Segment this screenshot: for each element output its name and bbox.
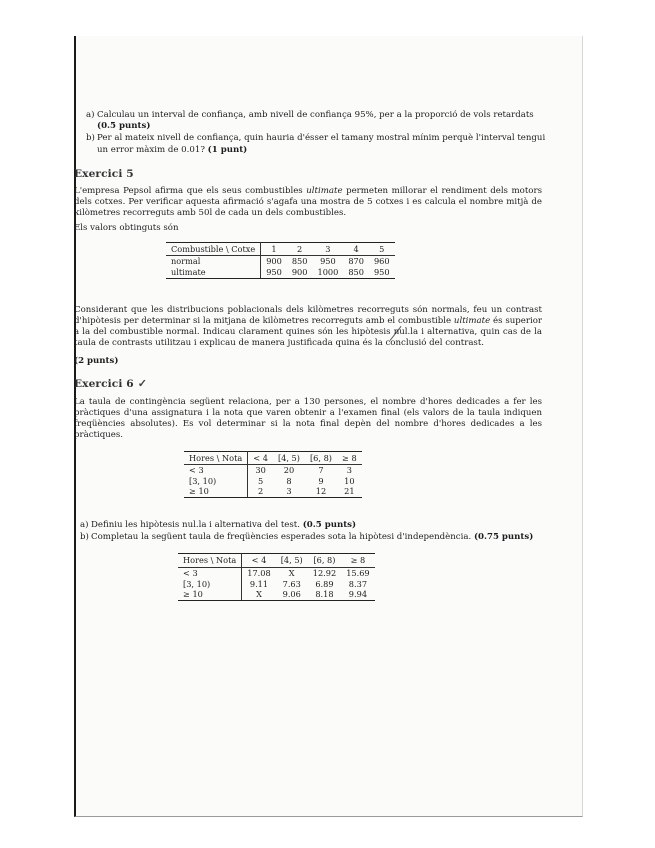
table-cell: 6.89	[315, 578, 334, 589]
table-header-cell: < 4	[242, 554, 276, 568]
table-header-row	[184, 451, 362, 465]
table-header-cell: 4	[343, 242, 369, 256]
table-header-cell: ≥ 8	[337, 451, 362, 465]
table-cell: ≥ 10	[178, 589, 242, 600]
item-body: Completau la següent taula de freqüències esperades sota la hipòtesi d'independència.	[91, 532, 474, 543]
table-header-cell: [6, 8)	[308, 554, 341, 568]
exercise-6-items	[80, 520, 540, 543]
table-cell: 1000	[312, 267, 343, 278]
exercise-5-question	[74, 305, 542, 350]
table-row	[184, 465, 362, 476]
intro-part: L'empresa Pepsol afirma que els seus combustibles	[74, 186, 307, 197]
table-cell: 12	[305, 486, 337, 497]
exercise-6-title-text: Exercici 6	[74, 377, 134, 390]
table-cell: 9.11	[249, 578, 269, 589]
table-cell: 7	[318, 465, 324, 476]
item-points: (0.5 punts)	[97, 121, 151, 132]
table-cell: X	[288, 568, 295, 579]
table-cell: 7.63	[282, 578, 301, 589]
table-cell: normal	[166, 256, 261, 267]
exercise-6-title	[74, 378, 542, 390]
table-cell: 10	[344, 475, 355, 486]
item-body: Calculau un interval de confiança, amb nivell de confiança 95%, per a la proporció de vols retardats	[97, 110, 534, 120]
exercise-5-intro	[74, 186, 542, 220]
list-item	[86, 133, 546, 155]
table-header-cell: 1	[261, 242, 287, 256]
item-text	[97, 133, 546, 155]
table-cell: 950	[320, 256, 336, 267]
table-row	[178, 579, 375, 590]
check-icon: ✓	[137, 376, 148, 390]
table-header-cell: Hores \ Nota	[184, 451, 248, 465]
question-part: Considerant que les distribucions poblacionals dels kilòmetres recorreguts són normals, feu un contrast d'hipòtesis per determinar si la mitjana de kilòmetres recorreguts amb el combustible	[74, 304, 542, 326]
question-part: és superior a la del combustible normal. Indicau clarament quines són les hipòtesis nul.la i alternativa, quin cas de la taula de contrasts utilitzau i explicau de manera justificada quina és la conclusió del contrast.	[74, 315, 543, 349]
table-cell: 21	[337, 486, 362, 497]
table-cell: 30	[255, 465, 266, 476]
table-header-cell: [4, 5)	[276, 554, 308, 568]
table-header-cell: Hores \ Nota	[178, 554, 242, 568]
table-cell: 950	[261, 267, 287, 278]
table-header-cell: 3	[312, 242, 343, 256]
table-cell: 5	[258, 475, 264, 486]
table-header-row	[178, 554, 375, 568]
item-label: a)	[80, 520, 89, 531]
table-cell: ≥ 10	[184, 486, 248, 497]
contingency-table-wrap	[184, 451, 542, 498]
intro-part: permeten millorar el rendiment dels motors dels cotxes. Per verificar aquesta afirmació s'agafa una mostra de 5 cotxes i es calcula el nombre mitjà de kilòmetres recorreguts amb 50l de cada un dels combustibles.	[74, 186, 542, 219]
item-label: b)	[86, 133, 95, 144]
table-cell: < 3	[178, 568, 242, 579]
table-cell: 9	[318, 475, 324, 486]
item-body: Definiu les hipòtesis nul.la i alternativa del test.	[91, 520, 303, 531]
table-header-cell: [4, 5)	[273, 451, 305, 465]
item-text	[97, 110, 546, 132]
table-cell: 3	[273, 486, 305, 497]
question-italic: ultimate	[453, 315, 491, 326]
fuel-table-wrap	[166, 242, 542, 279]
exercise-5-title: Exercici 5	[74, 167, 134, 180]
exercise-6-intro: La taula de contingència següent relaciona, per a 130 persones, el nombre d'hores dedicades a fer les pràctiques d'una assignatura i la nota que varen obtenir a l'examen final (els valors de la taula indiquen freqüències absolutes). Es vol determinar si la nota final depèn del nombre d'hores dedicades a les pràctiques.	[74, 396, 542, 441]
table-cell: 9.94	[341, 589, 374, 600]
table-cell: 20	[283, 465, 295, 476]
list-item	[86, 110, 546, 132]
table-header-cell: ≥ 8	[341, 554, 374, 568]
table-header-cell: 2	[287, 242, 313, 256]
expected-table-wrap	[178, 553, 542, 600]
table-cell: 850	[343, 267, 369, 278]
item-label: b)	[80, 532, 89, 543]
table-cell: 9.06	[276, 589, 308, 600]
previous-exercise-items	[86, 110, 546, 156]
expected-frequency-table	[178, 553, 375, 600]
table-header-cell: < 4	[248, 451, 273, 465]
contingency-table	[184, 451, 362, 498]
item-text	[91, 532, 540, 543]
table-cell: 8	[286, 475, 292, 486]
table-row	[184, 476, 362, 487]
list-item	[80, 532, 540, 543]
exercise-6	[74, 378, 542, 601]
table-row	[184, 486, 362, 497]
table-header-cell: 5	[369, 242, 395, 256]
table-header-row	[166, 242, 395, 256]
table-cell: 12.92	[312, 568, 337, 579]
table-cell: 8.18	[308, 589, 341, 600]
table-row	[178, 568, 375, 579]
table-cell: 3	[346, 465, 352, 476]
page-content	[74, 110, 546, 601]
item-body: Per al mateix nivell de confiança, quin hauria d'ésser el tamany mostral mínim perquè l'interval tengui un error màxim de 0.01?	[97, 133, 546, 155]
exercise-5	[74, 169, 542, 368]
table-row	[166, 267, 395, 278]
points-text: (2 punts)	[74, 356, 119, 367]
item-points: (0.75 punts)	[473, 532, 534, 543]
item-text	[91, 520, 540, 531]
table-cell: 900	[266, 256, 282, 267]
table-header-cell: [6, 8)	[305, 451, 337, 465]
item-points: (1 punt)	[207, 144, 248, 155]
item-label: a)	[86, 110, 95, 120]
table-cell: < 3	[184, 465, 248, 476]
fuel-table	[166, 242, 395, 279]
table-cell: 2	[248, 486, 273, 497]
list-item	[80, 520, 540, 531]
table-row	[178, 589, 375, 600]
table-cell: 900	[287, 267, 313, 278]
values-label: Els valors obtinguts són	[74, 222, 179, 233]
table-cell: X	[242, 589, 276, 600]
table-cell: 15.69	[346, 568, 370, 579]
table-header-cell: Combustible \ Cotxe	[166, 242, 261, 256]
exercise-5-points	[74, 356, 542, 367]
table-row	[166, 256, 395, 267]
table-cell: 17.08	[247, 568, 271, 579]
table-cell: ultimate	[166, 267, 261, 278]
table-cell: 870	[348, 256, 364, 267]
table-cell: [3, 10)	[178, 579, 242, 590]
table-cell: 950	[369, 267, 395, 278]
intro-italic: ultimate	[306, 186, 343, 197]
table-cell: [3, 10)	[184, 476, 248, 487]
table-cell: 960	[373, 256, 390, 267]
table-cell: 8.37	[348, 578, 368, 589]
item-points: (0.5 punts)	[302, 520, 357, 531]
table-cell: 850	[291, 256, 308, 267]
